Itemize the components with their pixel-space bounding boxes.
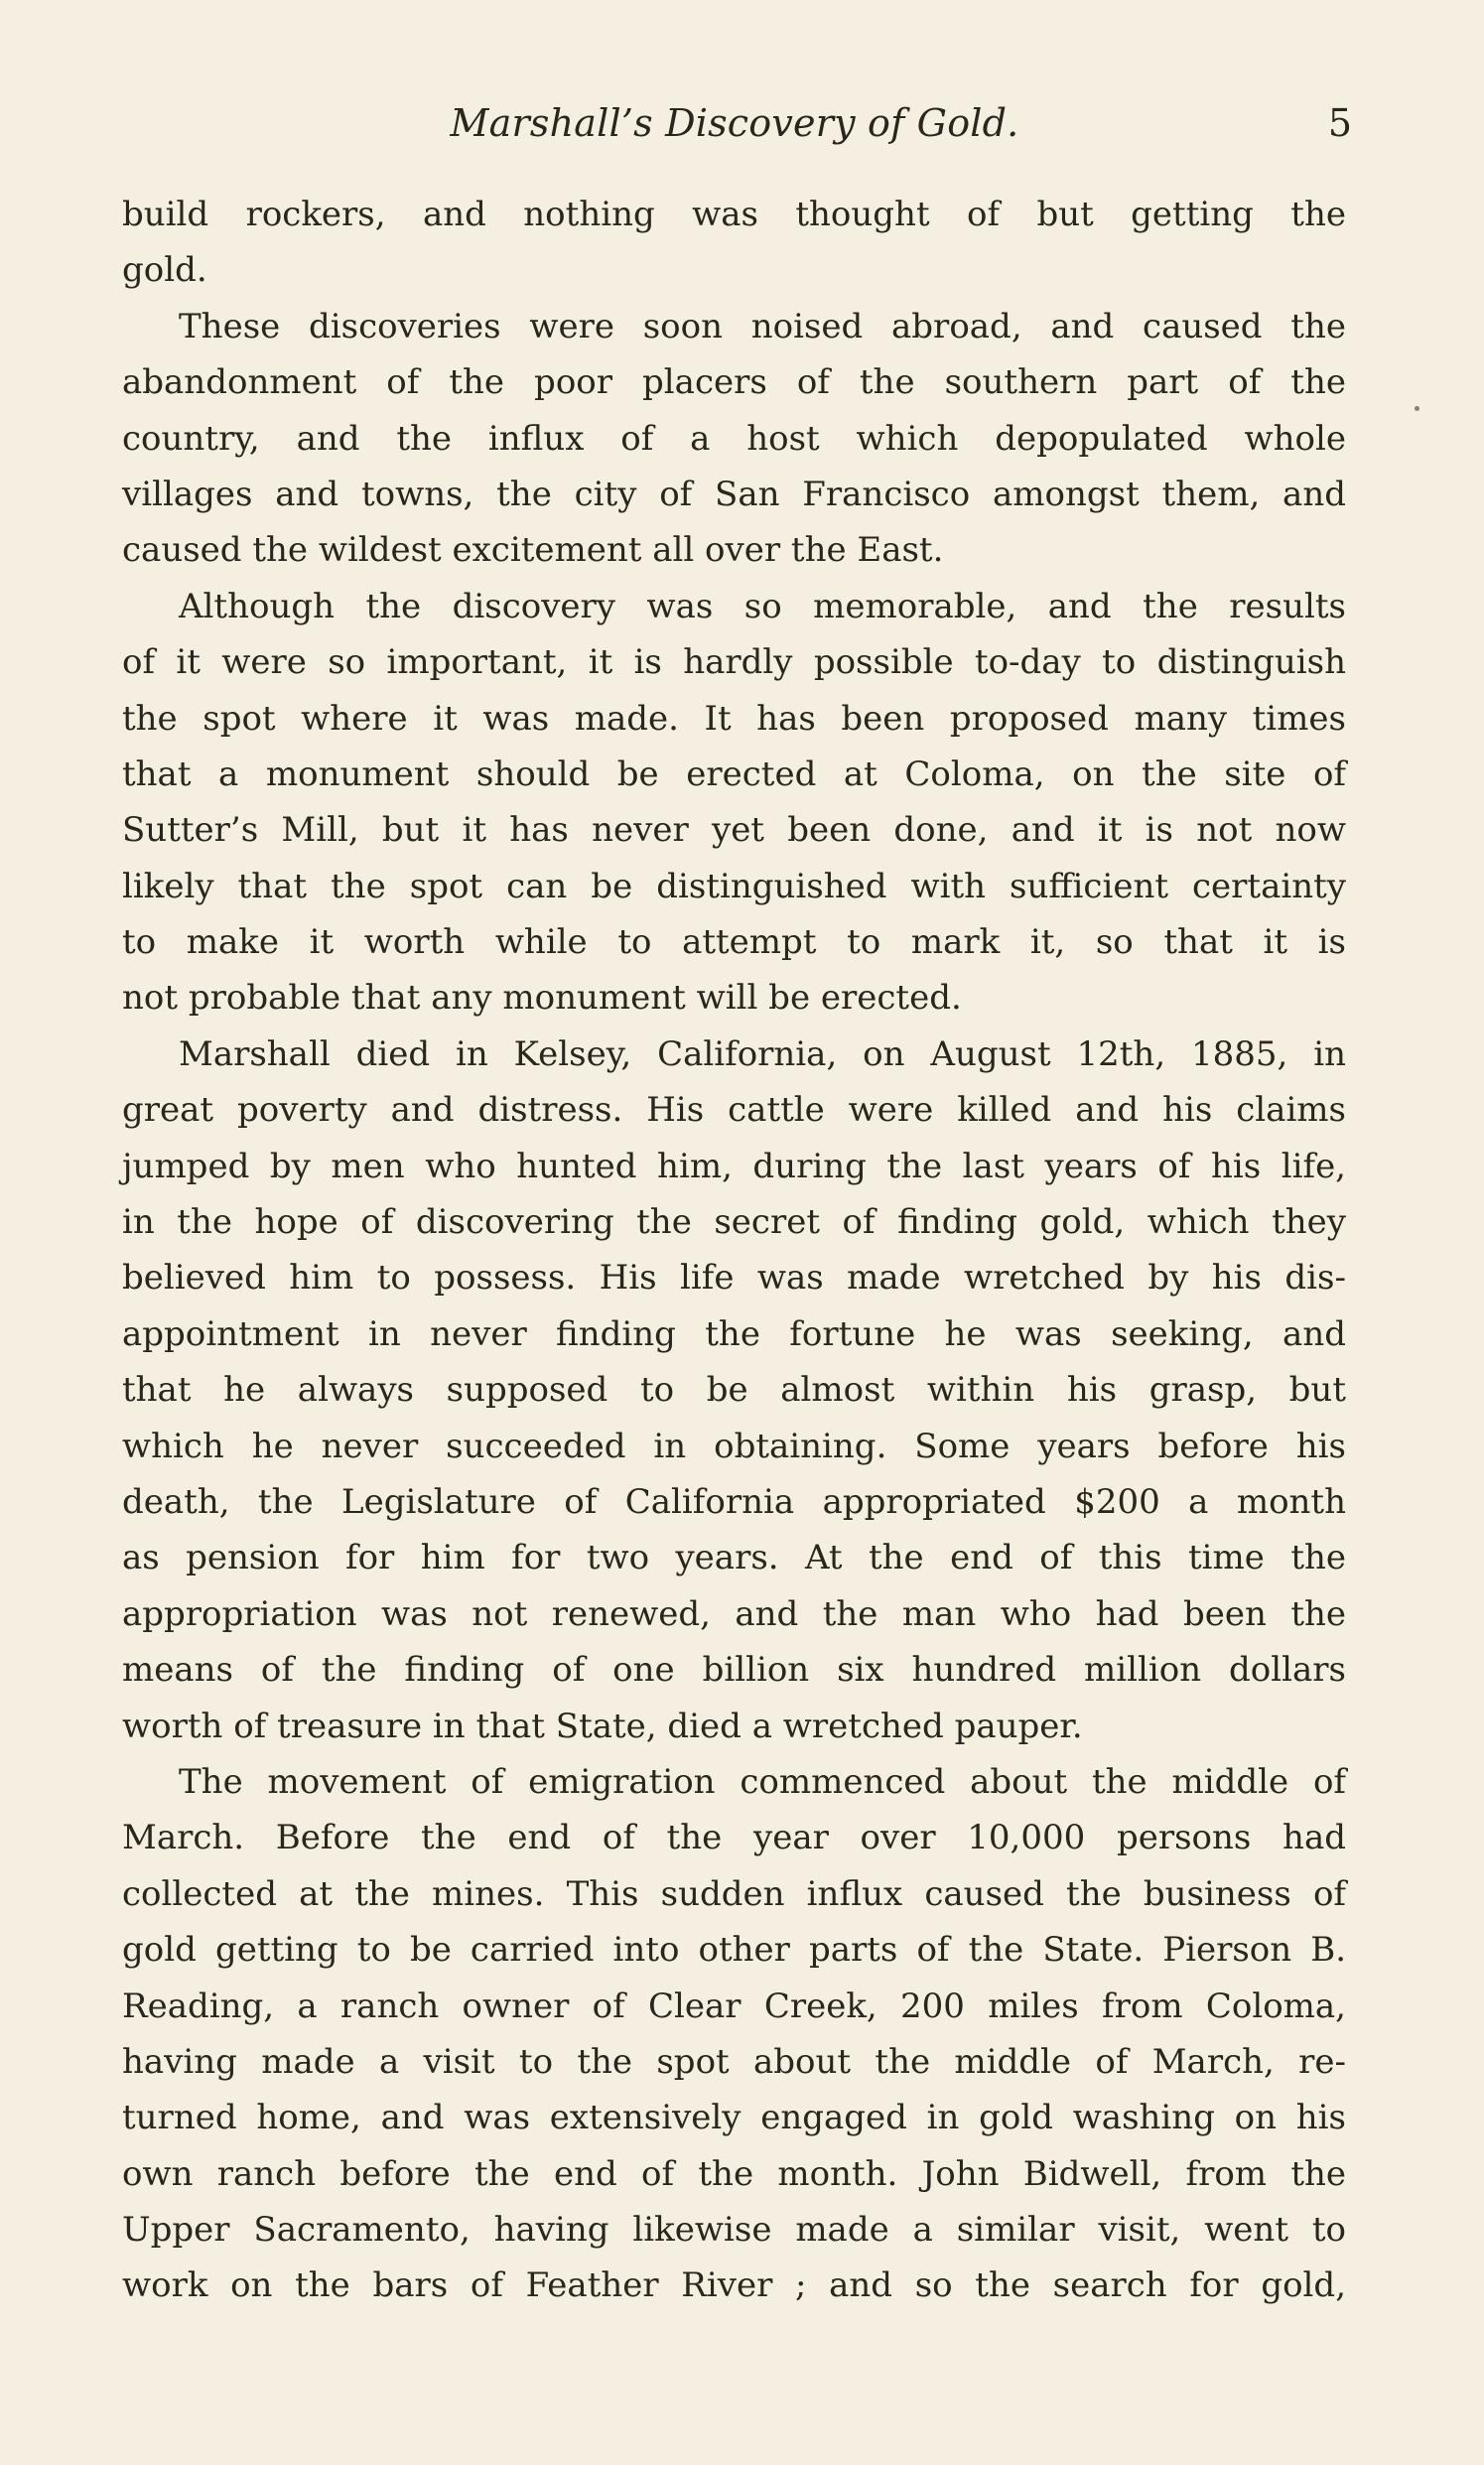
text-line: of it were so important, it is hardly possible to-day to distinguish: [122, 642, 1346, 683]
text-line: which he never succeeded in obtaining. Some years before his: [122, 1426, 1346, 1466]
text-line: country, and the influx of a host which depopulated whole: [122, 418, 1346, 459]
page-number: 5: [1327, 101, 1352, 145]
text-line: work on the bars of Feather River ; and so the search for gold,: [122, 2265, 1346, 2306]
body-text: [122, 187, 1346, 2314]
text-line: collected at the mines. This sudden influx caused the business of: [122, 1873, 1346, 1914]
text-line: turned home, and was extensively engaged in gold washing on his: [122, 2098, 1346, 2138]
running-title: Marshall’s Discovery of Gold.: [450, 101, 1019, 145]
text-line: gold.: [122, 250, 207, 291]
text-line: likely that the spot can be distinguished with sufficient certainty: [122, 866, 1346, 906]
text-line: Marshall died in Kelsey, California, on August 12th, 1885, in: [179, 1033, 1346, 1074]
text-line: that a monument should be erected at Coloma, on the site of: [122, 753, 1346, 794]
text-line: death, the Legislature of California appropriated $200 a month: [122, 1481, 1346, 1522]
text-line: Upper Sacramento, having likewise made a similar visit, went to: [122, 2210, 1346, 2251]
text-line: means of the finding of one billion six hundred million dollars: [122, 1650, 1346, 1691]
text-line: the spot where it was made. It has been proposed many times: [122, 698, 1346, 739]
text-line: not probable that any monument will be erected.: [122, 978, 962, 1019]
text-line: Reading, a ranch owner of Clear Creek, 200 miles from Coloma,: [122, 1986, 1346, 2026]
text-line: own ranch before the end of the month. John Bidwell, from the: [122, 2153, 1346, 2194]
text-line: in the hope of discovering the secret of finding gold, which they: [122, 1202, 1346, 1243]
text-line: worth of treasure in that State, died a wretched pauper.: [122, 1706, 1083, 1746]
text-line: jumped by men who hunted him, during the last years of his life,: [122, 1146, 1346, 1186]
paper-fleck: [1415, 406, 1419, 411]
text-line: abandonment of the poor placers of the southern part of the: [122, 362, 1346, 403]
text-line: build rockers, and nothing was thought of but getting the: [122, 195, 1346, 234]
text-line: appointment in never finding the fortune he was seeking, and: [122, 1313, 1346, 1354]
text-line: Although the discovery was so memorable, and the results: [179, 586, 1346, 626]
text-line: that he always supposed to be almost within his grasp, but: [122, 1370, 1346, 1411]
text-line: caused the wildest excitement all over the East.: [122, 530, 944, 571]
text-line: The movement of emigration commenced about the middle of: [179, 1761, 1346, 1802]
text-line: gold getting to be carried into other parts of the State. Pierson B.: [122, 1930, 1346, 1971]
text-line: Sutter’s Mill, but it has never yet been done, and it is not now: [122, 810, 1346, 851]
text-line: March. Before the end of the year over 10,000 persons had: [122, 1818, 1346, 1858]
text-line: great poverty and distress. His cattle were killed and his claims: [122, 1090, 1346, 1131]
text-line: as pension for him for two years. At the end of this time the: [122, 1538, 1346, 1578]
text-line: having made a visit to the spot about the middle of March, re-: [122, 2041, 1346, 2082]
text-line: villages and towns, the city of San Francisco amongst them, and: [122, 474, 1346, 514]
text-line: These discoveries were soon noised abroad, and caused the: [179, 306, 1346, 346]
page-header: [119, 101, 1350, 161]
text-line: to make it worth while to attempt to mark it, so that it is: [122, 922, 1346, 963]
text-line: appropriation was not renewed, and the man who had been the: [122, 1593, 1346, 1634]
text-line: believed him to possess. His life was made wretched by his dis-: [122, 1258, 1346, 1299]
